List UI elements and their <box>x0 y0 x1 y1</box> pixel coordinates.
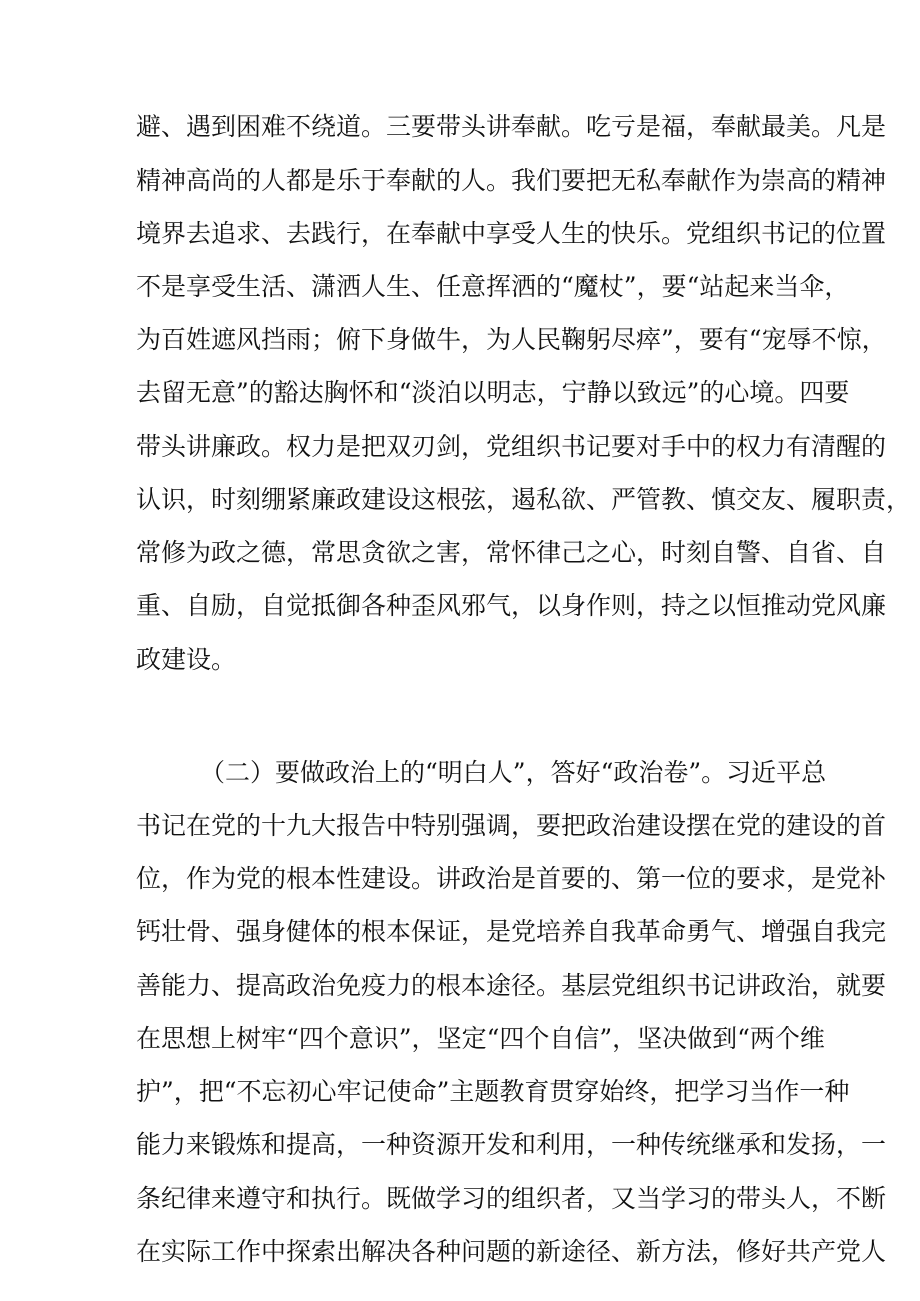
text-line: 在思想上树牢“四个意识”，坚定“四个自信”，坚决做到“两个维 <box>136 1024 825 1053</box>
text-line: 常修为政之德，常思贪欲之害，常怀律己之心，时刻自警、自省、自 <box>136 538 887 567</box>
text-line: 政建设。 <box>136 645 237 674</box>
text-line: 境界去追求、去践行，在奉献中享受人生的快乐。党组织书记的位置 <box>136 219 887 248</box>
text-line: 为百姓遮风挡雨；俯下身做牛，为人民鞠躬尽瘁”，要有“宠辱不惊， <box>136 325 887 354</box>
text-line: 护”，把“不忘初心牢记使命”主题教育贯穿始终，把学习当作一种 <box>136 1077 850 1106</box>
text-line: 条纪律来遵守和执行。既做学习的组织者，又当学习的带头人，不断 <box>136 1184 887 1213</box>
text-line: 钙壮骨、强身健体的根本保证，是党培养自我革命勇气、增强自我完 <box>136 917 887 946</box>
text-line: 位，作为党的根本性建设。讲政治是首要的、第一位的要求，是党补 <box>136 864 887 893</box>
text-line: 带头讲廉政。权力是把双刃剑，党组织书记要对手中的权力有清醒的 <box>136 432 887 461</box>
text-line: （二）要做政治上的“明白人”，答好“政治卷”。习近平总 <box>200 758 827 787</box>
text-line: 避、遇到困难不绕道。三要带头讲奉献。吃亏是福，奉献最美。凡是 <box>136 112 887 141</box>
text-line: 精神高尚的人都是乐于奉献的人。我们要把无私奉献作为崇高的精神 <box>136 166 887 195</box>
text-line: 去留无意”的豁达胸怀和“淡泊以明志，宁静以致远”的心境。四要 <box>136 378 850 407</box>
text-line: 认识，时刻绷紧廉政建设这根弦，遏私欲、严管教、慎交友、履职责， <box>136 485 912 514</box>
text-line: 在实际工作中探索出解决各种问题的新途径、新方法，修好共产党人 <box>136 1237 887 1266</box>
text-line: 善能力、提高政治免疫力的根本途径。基层党组织书记讲政治，就要 <box>136 971 887 1000</box>
text-line: 重、自励，自觉抵御各种歪风邪气，以身作则，持之以恒推动党风廉 <box>136 591 887 620</box>
text-line: 书记在党的十九大报告中特别强调，要把政治建设摆在党的建设的首 <box>136 811 887 840</box>
text-line: 不是享受生活、潇洒人生、任意挥洒的“魔杖”，要“站起来当伞， <box>136 272 850 301</box>
text-line: 能力来锻炼和提高，一种资源开发和利用，一种传统继承和发扬，一 <box>136 1130 887 1159</box>
